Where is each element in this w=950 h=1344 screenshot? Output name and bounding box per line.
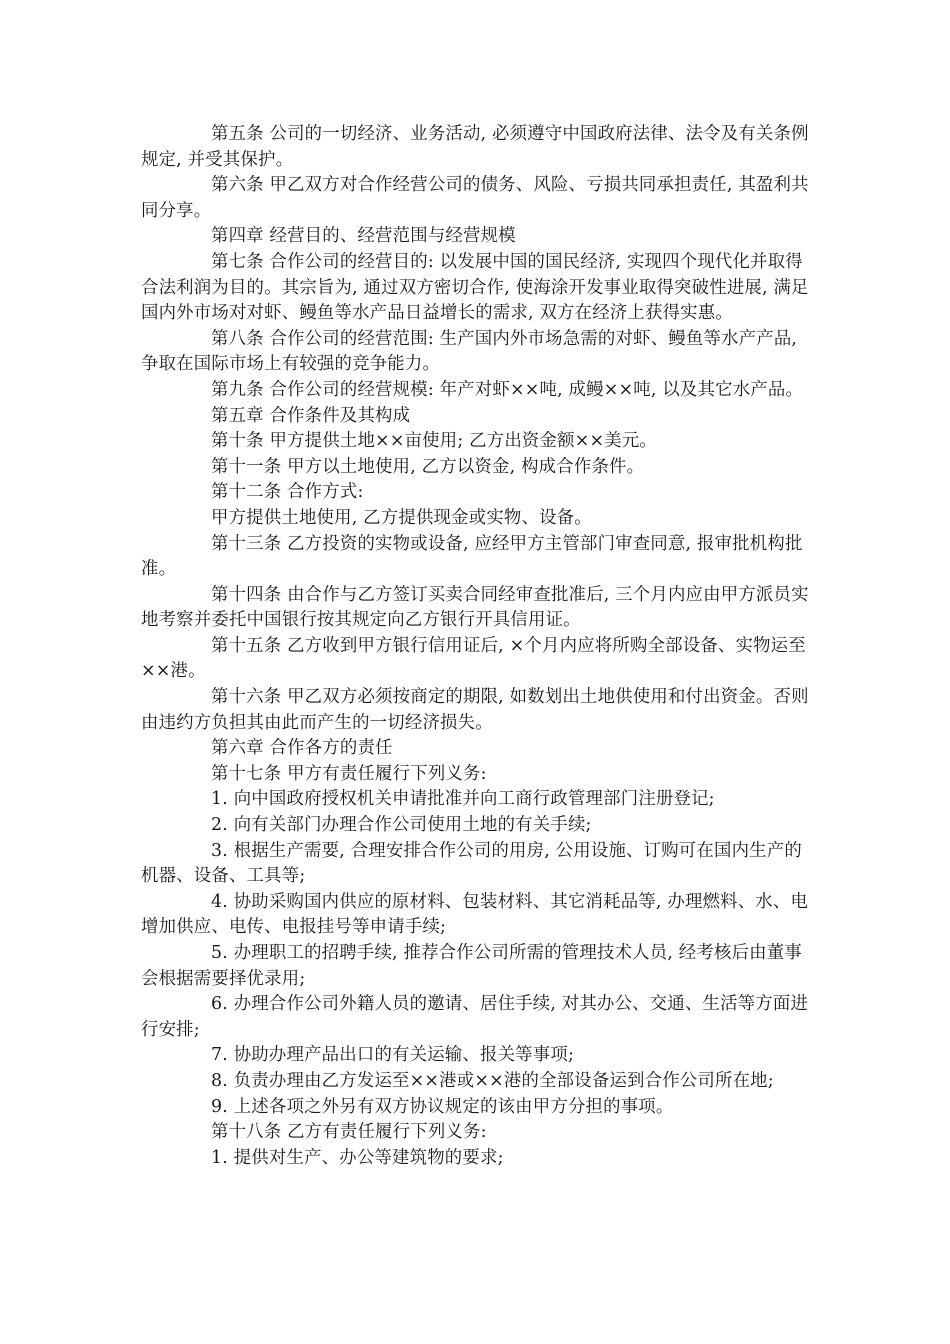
list-item-17-4: 4. 协助采购国内供应的原材料、包装材料、其它消耗品等, 办理燃料、水、电增加供应、电传、电报挂号等申请手续;	[141, 891, 809, 938]
paragraph-article-11: 第十一条 甲方以土地使用, 乙方以资金, 构成合作条件。	[211, 456, 645, 477]
chapter-4-heading: 第四章 经营目的、经营范围与经营规模	[211, 226, 516, 247]
list-item-17-1: 1. 向中国政府授权机关申请批准并向工商行政管理部门注册登记;	[211, 789, 715, 810]
paragraph-article-10: 第十条 甲方提供土地××亩使用; 乙方出资金额××美元。	[211, 431, 658, 452]
list-item-18-1: 1. 提供对生产、办公等建筑物的要求;	[211, 1147, 504, 1168]
document-body	[141, 122, 819, 1171]
chapter-6-heading: 第六章 合作各方的责任	[211, 738, 393, 759]
paragraph-article-12: 第十二条 合作方式:	[211, 482, 364, 503]
paragraph-article-13: 第十三条 乙方投资的实物或设备, 应经甲方主管部门审查同意, 报审批机构批准。	[141, 533, 803, 580]
list-item-17-3: 3. 根据生产需要, 合理安排合作公司的用房, 公用设施、订购可在国内生产的机器、设备、工具等;	[141, 840, 802, 887]
list-item-17-9: 9. 上述各项之外另有双方协议规定的该由甲方分担的事项。	[211, 1096, 674, 1117]
paragraph-article-16: 第十六条 甲乙双方必须按商定的期限, 如数划出土地供使用和付出资金。否则由违约方负担其由此而产生的一切经济损失。	[141, 687, 809, 733]
paragraph-article-15: 第十五条 乙方收到甲方银行信用证后, ×个月内应将所购全部设备、实物运至××港。	[141, 635, 806, 682]
paragraph-article-14: 第十四条 由合作与乙方签订买卖合同经审查批准后, 三个月内应由甲方派员实地考察并委托中国银行按其规定向乙方银行开具信用证。	[141, 584, 809, 631]
paragraph-article-5: 第五条 公司的一切经济、业务活动, 必须遵守中国政府法律、法令及有关条例规定, 并受其保护。	[141, 124, 809, 170]
paragraph-article-9: 第九条 合作公司的经营规模: 年产对虾××吨, 成鳗××吨, 以及其它水产品。	[211, 379, 804, 400]
list-item-17-6: 6. 办理合作公司外籍人员的邀请、居住手续, 对其办公、交通、生活等方面进行安排;	[141, 994, 809, 1040]
paragraph-article-17: 第十七条 甲方有责任履行下列义务:	[211, 763, 487, 784]
list-item-17-2: 2. 向有关部门办理合作公司使用土地的有关手续;	[211, 815, 592, 836]
paragraph-article-8: 第八条 合作公司的经营范围: 生产国内外市场急需的对虾、鳗鱼等水产产品, 争取在国际市场上有较强的竞争能力。	[141, 328, 798, 375]
paragraph-article-6: 第六条 甲乙双方对合作经营公司的债务、风险、亏损共同承担责任, 其盈利共同分享。	[141, 175, 809, 221]
paragraph-article-18: 第十八条 乙方有责任履行下列义务:	[211, 1122, 487, 1143]
list-item-17-8: 8. 负责办理由乙方发运至××港或××港的全部设备运到合作公司所在地;	[211, 1070, 774, 1091]
paragraph-article-7: 第七条 合作公司的经营目的: 以发展中国的国民经济, 实现四个现代化并取得合法利润为目的。其宗旨为, 通过双方密切合作, 使海涂开发事业取得突破性进展, 满足国内外市场对对虾、鳗鱼等水产品日益增长的需求, 双方在经济上获得实惠。	[141, 251, 809, 324]
list-item-17-7: 7. 协助办理产品出口的有关运输、报关等事项;	[211, 1045, 575, 1066]
list-item-17-5: 5. 办理职工的招聘手续, 推荐合作公司所需的管理技术人员, 经考核后由董事会根据需要择优录用;	[141, 943, 802, 989]
paragraph-article-12-detail: 甲方提供土地使用, 乙方提供现金或实物、设备。	[211, 507, 592, 528]
chapter-5-heading: 第五章 合作条件及其构成	[211, 405, 411, 426]
